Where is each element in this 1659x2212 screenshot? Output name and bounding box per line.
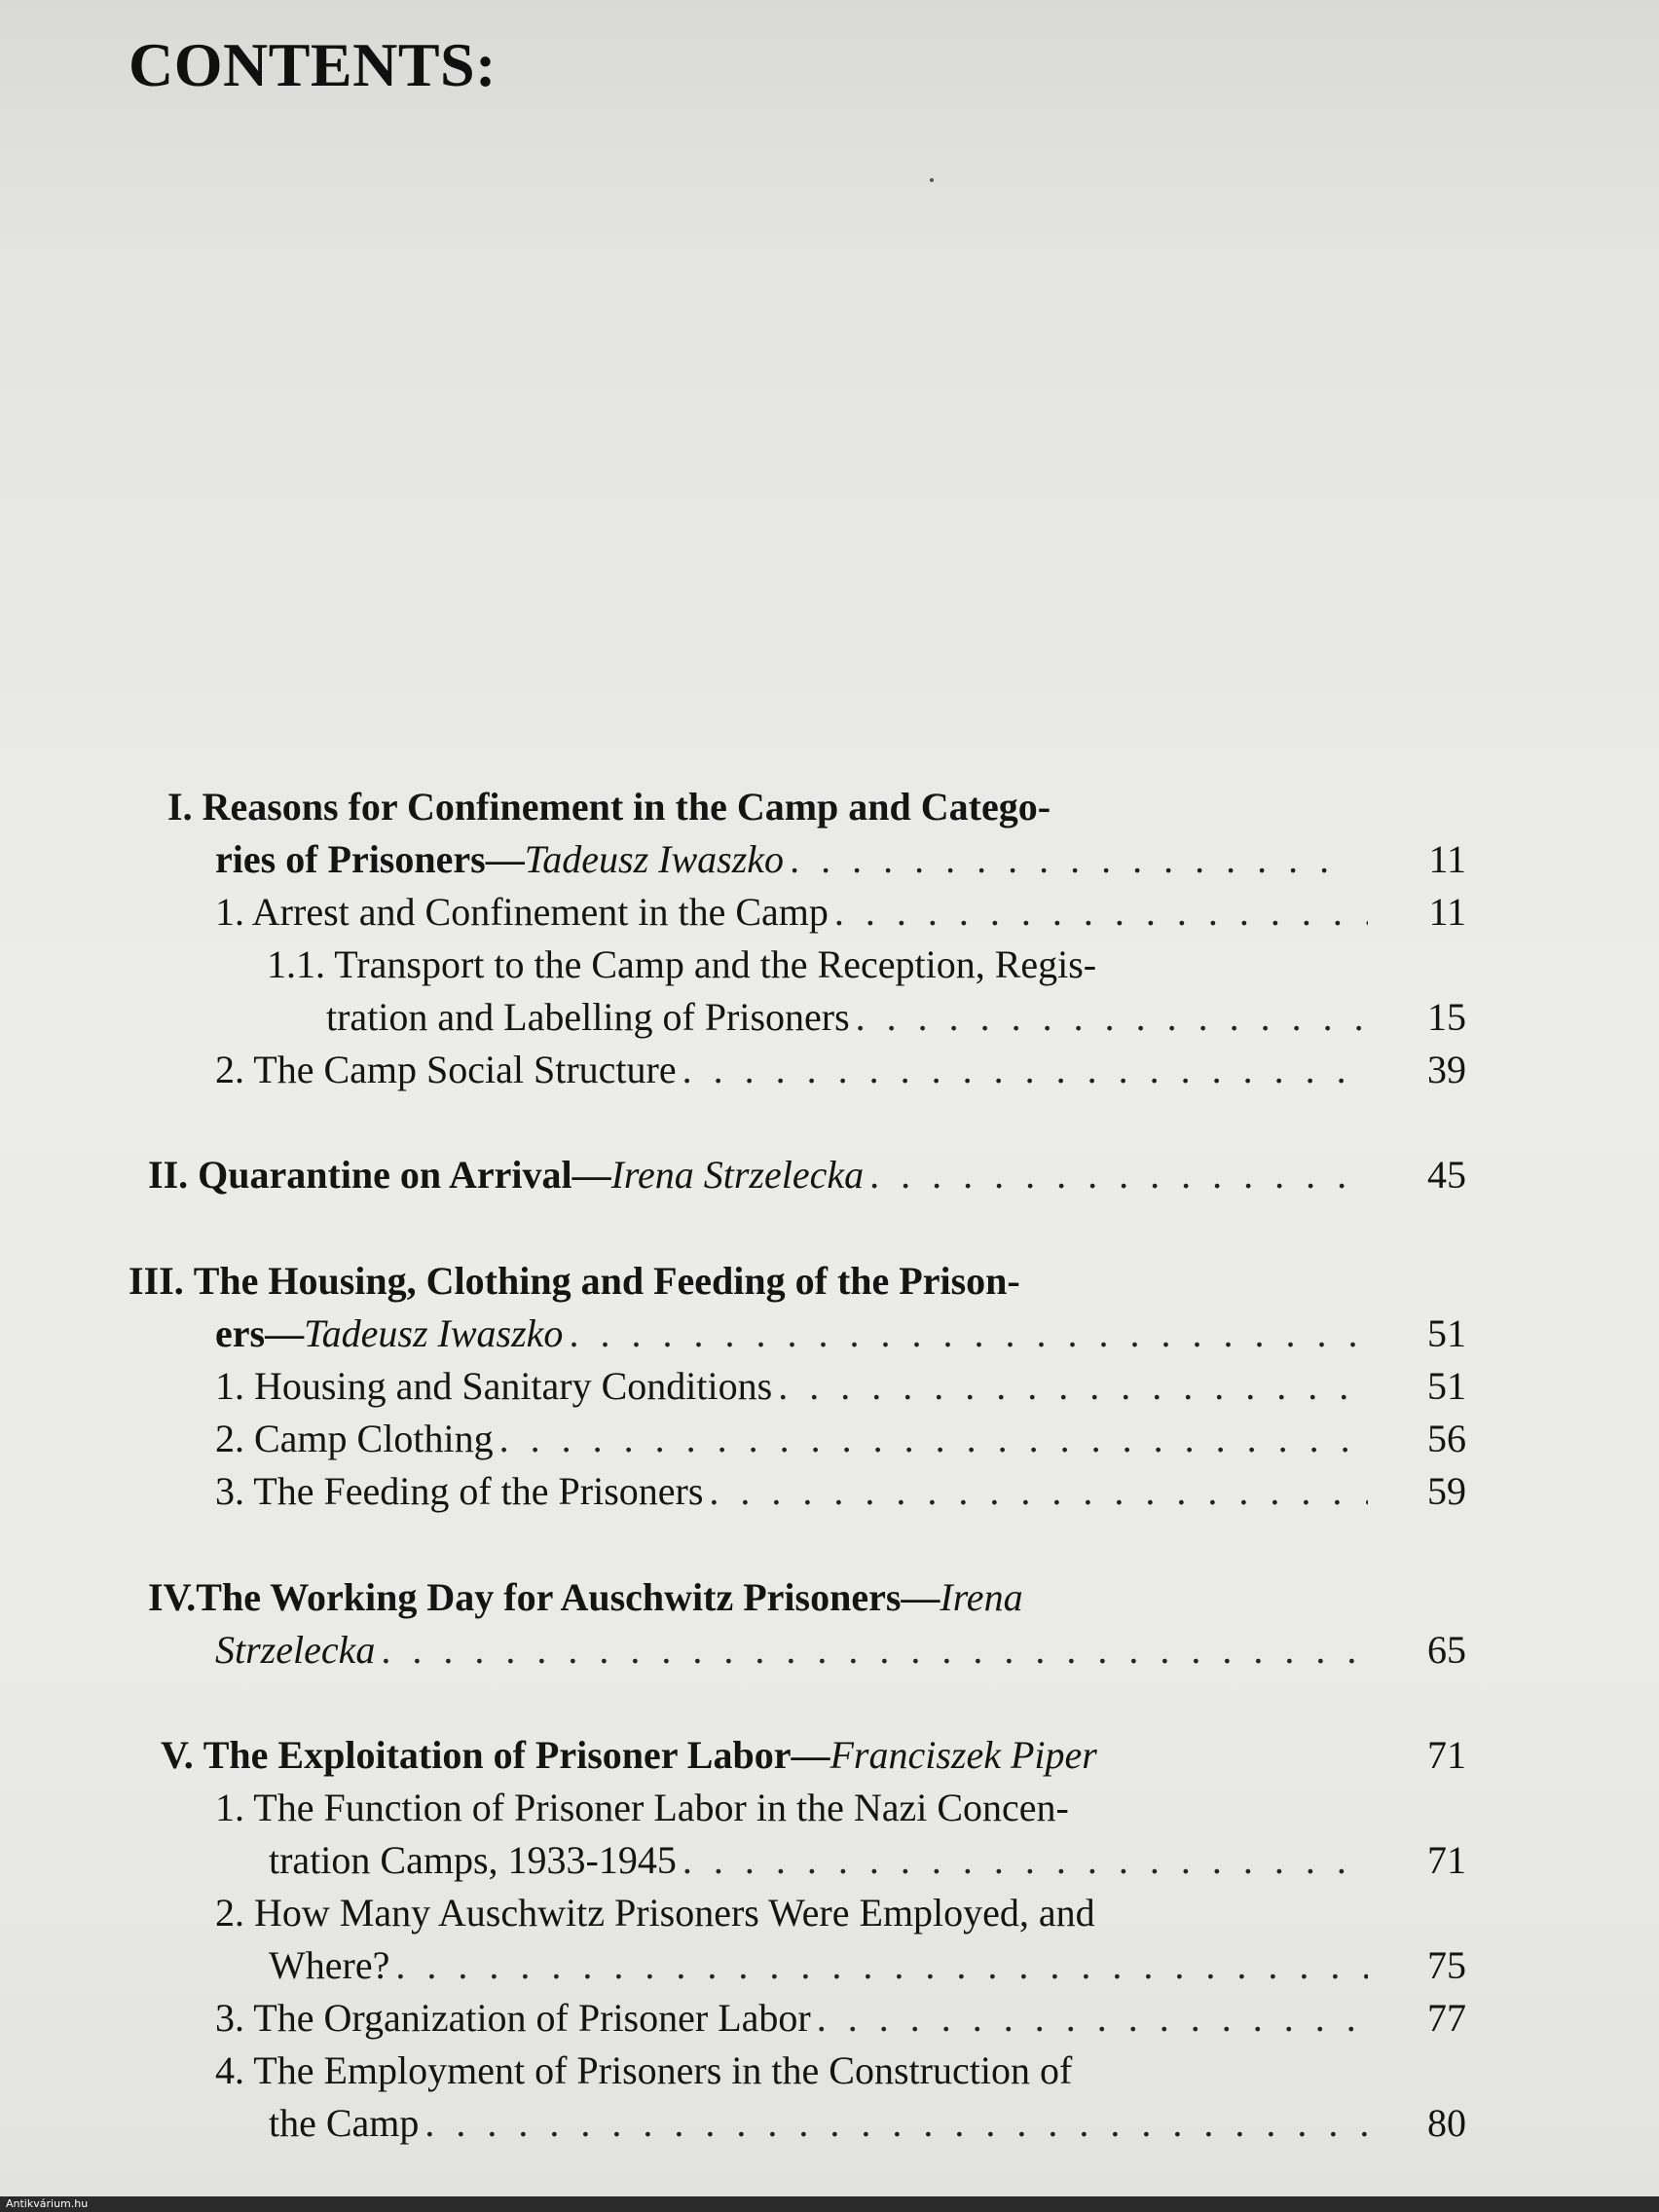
section-author: Tadeusz Iwaszko	[304, 1311, 564, 1355]
page-number: 11	[1428, 837, 1466, 881]
entry-text-line1: 1. The Function of Prisoner Labor in the Nazi Concen-	[215, 1786, 1069, 1829]
page-number: 71	[1427, 1838, 1466, 1882]
dot-leader	[709, 1465, 1368, 1518]
paper-speck	[930, 178, 934, 182]
entry-text-line2: the Camp	[269, 2101, 420, 2145]
toc-entry	[215, 1044, 1374, 1096]
toc-entry	[215, 2045, 1072, 2097]
dot-leader	[778, 1360, 1368, 1413]
toc-entry	[215, 1992, 1374, 2045]
scan-footer-bar	[0, 2196, 1659, 2212]
section-title-line2: ers—	[215, 1311, 305, 1355]
entry-text-line1: 1.1. Transport to the Camp and the Reception, Regis-	[267, 942, 1097, 986]
entry-text: 2. Camp Clothing	[215, 1417, 494, 1460]
entry-text-line2: tration Camps, 1933-1945	[269, 1838, 677, 1882]
page-number: 71	[1427, 1733, 1466, 1777]
section-v-heading	[161, 1729, 1097, 1782]
dot-leader	[569, 1308, 1368, 1360]
section-iii-heading-line2	[215, 1308, 1374, 1360]
section-i-heading	[167, 781, 1051, 833]
section-author: Irena Strzelecka	[610, 1153, 865, 1197]
entry-text-line2: tration and Labelling of Prisoners	[326, 995, 850, 1039]
watermark: Antikvárium.hu	[6, 2197, 89, 2210]
dot-leader	[499, 1413, 1368, 1465]
section-author: Strzelecka	[215, 1628, 376, 1672]
section-title-line1: The Working Day for Auschwitz Prisoners—	[196, 1575, 940, 1619]
page-number: 59	[1427, 1469, 1466, 1513]
dot-leader	[381, 1624, 1368, 1677]
page-number: 65	[1427, 1628, 1466, 1672]
toc-entry	[215, 1782, 1069, 1834]
dot-leader	[682, 1834, 1368, 1887]
page-number: 11	[1428, 890, 1466, 934]
dot-leader	[817, 1992, 1368, 2045]
section-numeral: I.	[167, 785, 193, 829]
entry-text: 3. The Feeding of the Prisoners	[215, 1469, 704, 1513]
entry-text: 2. The Camp Social Structure	[215, 1048, 677, 1091]
section-numeral: II.	[148, 1153, 189, 1197]
page-number: 39	[1427, 1048, 1466, 1091]
toc-entry-line2	[269, 1939, 1374, 1992]
section-title-line1: Quarantine on Arrival—	[198, 1153, 611, 1197]
section-i-heading-line2	[215, 833, 1335, 886]
entry-text-line1: 4. The Employment of Prisoners in the Construction of	[215, 2048, 1073, 2092]
dot-leader	[395, 1939, 1368, 1992]
section-iv-heading	[148, 1571, 1023, 1624]
section-author: Tadeusz Iwaszko	[524, 837, 785, 881]
section-title-line1: The Exploitation of Prisoner Labor—	[203, 1733, 830, 1777]
toc-entry-line2	[269, 1834, 1374, 1887]
dot-leader	[790, 833, 1329, 886]
entry-text: 3. The Organization of Prisoner Labor	[215, 1996, 811, 2040]
page-number: 80	[1427, 2101, 1466, 2145]
toc-entry	[215, 1413, 1374, 1465]
section-iii-heading	[129, 1255, 1020, 1308]
page-number: 56	[1427, 1417, 1466, 1460]
dot-leader	[834, 886, 1368, 939]
section-author: Franciszek Piper	[830, 1733, 1097, 1777]
toc-entry-line2	[326, 991, 1374, 1044]
page-number: 15	[1427, 995, 1466, 1039]
section-numeral: IV.	[148, 1575, 197, 1619]
page-number: 51	[1427, 1311, 1466, 1355]
toc-entry	[215, 1360, 1374, 1413]
page-title: CONTENTS:	[129, 30, 497, 99]
section-title-line1: Reasons for Confinement in the Camp and Catego-	[202, 785, 1051, 829]
dot-leader	[869, 1149, 1368, 1201]
section-title-line2: ries of Prisoners—	[215, 837, 525, 881]
page-number: 51	[1427, 1364, 1466, 1408]
section-title-line1: The Housing, Clothing and Feeding of the Prison-	[193, 1259, 1020, 1303]
toc-entry	[215, 886, 1374, 939]
section-author: Irena	[940, 1575, 1023, 1619]
section-numeral: III.	[129, 1259, 184, 1303]
section-iv-heading-line2	[215, 1624, 1374, 1677]
dot-leader	[856, 991, 1368, 1044]
toc-entry	[215, 1465, 1374, 1518]
section-ii-heading	[148, 1149, 1374, 1201]
toc-entry	[215, 1887, 1095, 1939]
dot-leader	[424, 2097, 1368, 2150]
toc-entry	[267, 939, 1096, 991]
page-number: 77	[1427, 1996, 1466, 2040]
page-number: 75	[1427, 1943, 1466, 1987]
dot-leader	[682, 1044, 1368, 1096]
section-numeral: V.	[161, 1733, 194, 1777]
entry-text: 1. Housing and Sanitary Conditions	[215, 1364, 773, 1408]
toc-entry-line2	[269, 2097, 1374, 2150]
page-number: 45	[1427, 1153, 1466, 1197]
entry-text: 1. Arrest and Confinement in the Camp	[215, 890, 829, 934]
entry-text-line2: Where?	[269, 1943, 390, 1987]
entry-text-line1: 2. How Many Auschwitz Prisoners Were Employed, and	[215, 1891, 1095, 1935]
